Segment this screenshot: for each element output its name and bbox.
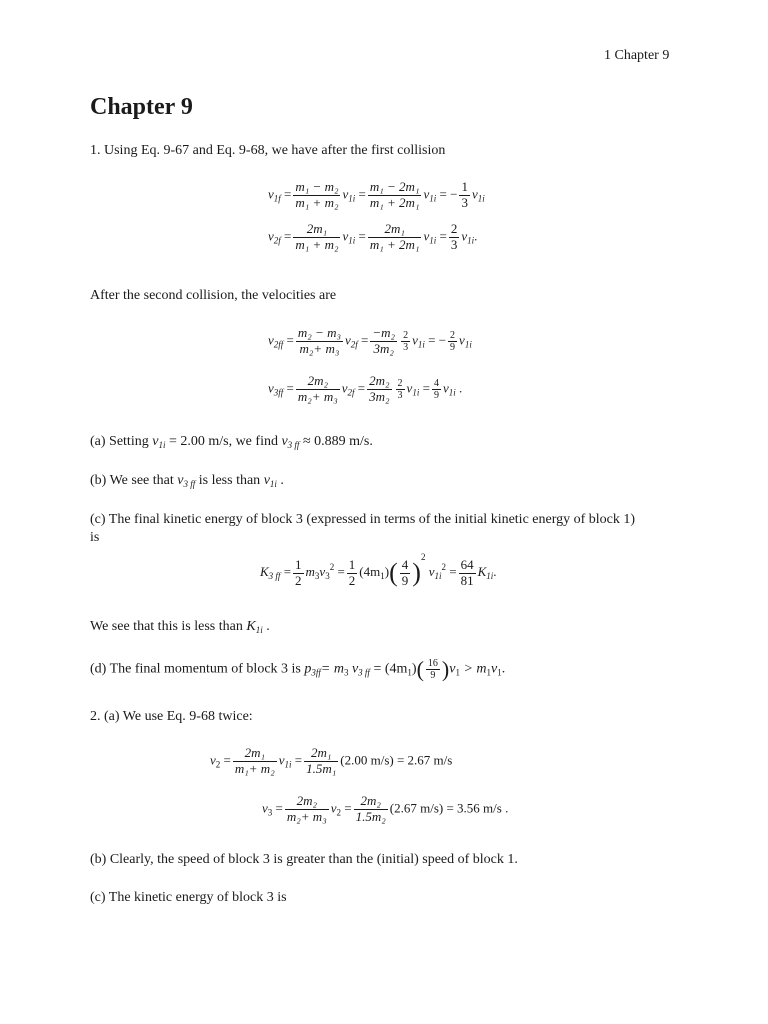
chapter-title: Chapter 9 <box>90 94 193 120</box>
equation-v2f: $v_{2f}$ = $\frac{\text{2m₁}}{\text{m₁ + m₂}}$ $v_{1i}$ = $\frac{\text{2m₁}}{\text{m₁ + 2m₁}}$ $v_{1i}$ = $\frac{2}{3}$ $v_{1i}$. <box>268 221 478 252</box>
equation-v1f: $v_{1f}$ = $\frac{\text{m₁ − m₂}}{\text{m₁ + m₂}}$ $v_{1i}$ = $\frac{\text{m₁ − 2m₁}}{\text{m₁ + 2m₁}}$ $v_{1i}$ = − $\frac{1}{3}$ $v_{1i}$ <box>268 179 485 210</box>
problem-2-part-c: (c) The kinetic energy of block 3 is <box>90 890 287 905</box>
part-c-conclusion: We see that this is less than $K_{1i}$ . <box>90 619 270 635</box>
second-collision-text: After the second collision, the velocities are <box>90 288 337 303</box>
problem-1-intro: 1. Using Eq. 9-67 and Eq. 9-68, we have after the first collision <box>90 143 446 158</box>
part-c-line1: (c) The final kinetic energy of block 3 (expressed in terms of the initial kinetic energy of block 1) <box>90 512 636 527</box>
part-d: (d) The final momentum of block 3 is $p_{3ff}= m_3$ $v_{3 ff} = (4m_1)$( $\frac{16}{9}$ )$v_1 > m_1v_1$. <box>90 656 506 682</box>
problem-2-part-b: (b) Clearly, the speed of block 3 is greater than the (initial) speed of block 1. <box>90 852 518 867</box>
part-a: (a) Setting $v_{1i} = 2.00$ m/s, we find $v_{3 ff} \approx 0.889$ m/s. <box>90 434 373 450</box>
equation-v3: $v_3$ = $\frac{\text{2m₂}}{\text{m₂+ m₃}}$ $v_2$ = $\frac{\text{2m₂}}{\text{1.5m₂}}$ (2.67 m/s) = 3.56 m/s . <box>262 793 509 824</box>
problem-2-intro: 2. (a) We use Eq. 9-68 twice: <box>90 709 253 724</box>
part-b: (b) We see that $v_{3 ff}$ is less than $v_{1i}$ . <box>90 473 284 489</box>
part-c-line2: is <box>90 530 100 545</box>
equation-kinetic-energy: $K_{3 ff}$ = $\frac{1}{2}$ $m_3v_3^2$ = $\frac{1}{2}$ $(4m_1)$( $\frac{4}{9}$ )$^2$ $v_{1i}^2$ = $\frac{64}{81}$ $K_{1i}$. <box>260 552 497 588</box>
equation-v3ff: $v_{3ff}$ = $\frac{\text{2m₂}}{\text{m₂+ m₃}}$ $v_{2f}$ = $\frac{\text{2m₂}}{\text{3m₂}}$ $\frac{2}{3}$ $v_{1i}$ = $\frac{4}{9}$ $v_{1i}$ . <box>268 373 463 404</box>
page-header: 1 Chapter 9 <box>604 48 670 63</box>
equation-v2ff: $v_{2ff}$ = $\frac{\text{m₂ − m₃}}{\text{m₂+ m₃}}$ $v_{2f}$ = $\frac{\text{−m₂}}{\text{3m₂}}$ $\frac{2}{3}$ $v_{1i}$ = − $\frac{2}{9}$ $v_{1i}$ <box>268 325 472 356</box>
equation-v2: $v_2$ = $\frac{\text{2m₁}}{\text{m₁+ m₂}}$ $v_{1i}$ = $\frac{\text{2m₁}}{\text{1.5m₁}}$ (2.00 m/s) = 2.67 m/s <box>210 745 453 776</box>
